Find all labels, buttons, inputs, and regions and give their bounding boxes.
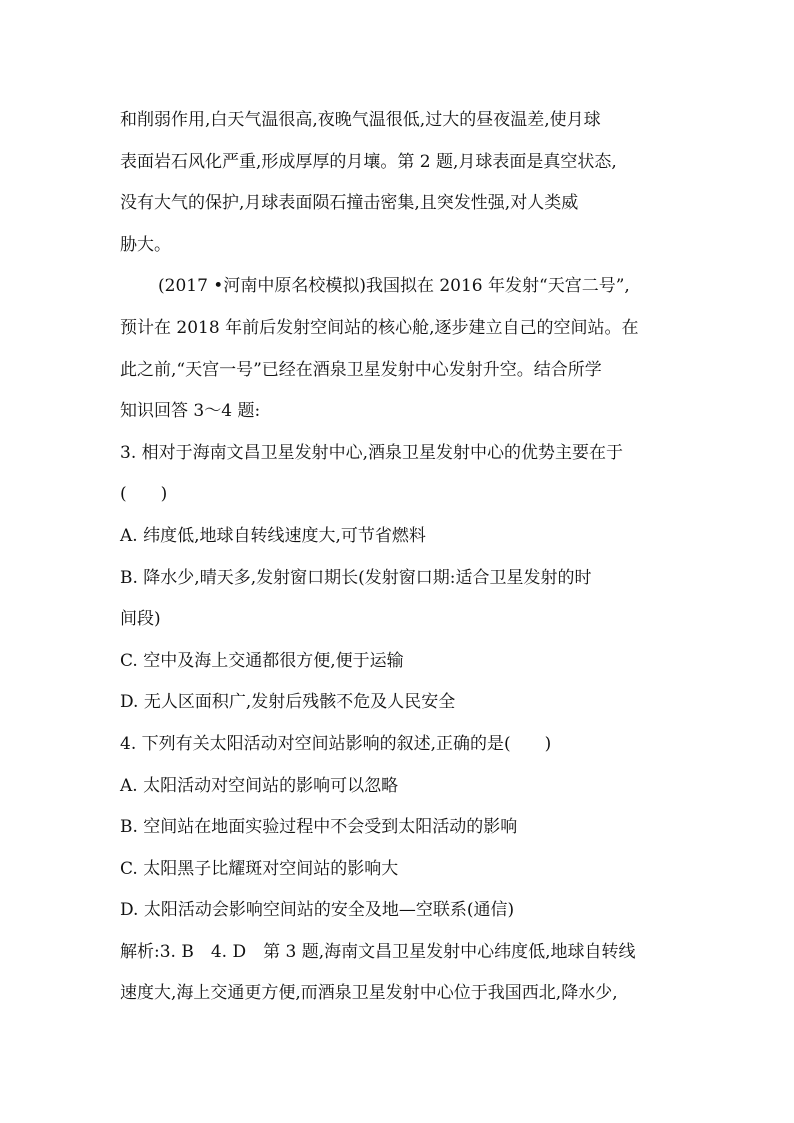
passage-line-2: 预计在 2018 年前后发射空间站的核心舱,逐步建立自己的空间站。在	[120, 317, 639, 338]
passage-line-4: 知识回答 3～4 题:	[120, 401, 261, 422]
question-3-option-d: D. 无人区面积广,发射后残骸不危及人民安全	[120, 692, 456, 713]
question-4-option-b: B. 空间站在地面实验过程中不会受到太阳活动的影响	[120, 817, 518, 838]
text-line-3: 没有大气的保护,月球表面陨石撞击密集,且突发性强,对人类威	[120, 193, 579, 214]
question-4-stem: 4. 下列有关太阳活动对空间站影响的叙述,正确的是( )	[120, 733, 552, 754]
analysis-line-2: 速度大,海上交通更方便,而酒泉卫星发射中心位于我国西北,降水少,	[120, 983, 618, 1004]
passage-intro-line: (2017 •河南中原名校模拟)我国拟在 2016 年发射“天宫二号”,	[158, 276, 630, 297]
question-4-option-c: C. 太阳黑子比耀斑对空间站的影响大	[120, 858, 399, 879]
question-3-stem: 3. 相对于海南文昌卫星发射中心,酒泉卫星发射中心的优势主要在于	[120, 442, 624, 463]
question-3-option-b-cont: 间段)	[120, 609, 161, 630]
question-3-option-c: C. 空中及海上交通都很方便,便于运输	[120, 650, 404, 671]
question-3-option-b: B. 降水少,晴天多,发射窗口期长(发射窗口期:适合卫星发射的时	[120, 567, 592, 588]
document-page	[120, 100, 680, 1015]
question-3-blank: ( )	[120, 484, 168, 505]
question-4-option-d: D. 太阳活动会影响空间站的安全及地—空联系(通信)	[120, 900, 515, 921]
passage-line-3: 此之前,“天宫一号”已经在酒泉卫星发射中心发射升空。结合所学	[120, 359, 602, 380]
text-line-1: 和削弱作用,白天气温很高,夜晚气温很低,过大的昼夜温差,使月球	[120, 110, 601, 130]
text-line-4: 胁大。	[120, 234, 171, 255]
question-4-option-a: A. 太阳活动对空间站的影响可以忽略	[120, 775, 399, 796]
question-3-option-a: A. 纬度低,地球自转线速度大,可节省燃料	[120, 525, 426, 546]
analysis-line-1: 解析:3. B 4. D 第 3 题,海南文昌卫星发射中心纬度低,地球自转线	[120, 941, 636, 962]
text-line-2: 表面岩石风化严重,形成厚厚的月壤。第 2 题,月球表面是真空状态,	[120, 151, 617, 172]
